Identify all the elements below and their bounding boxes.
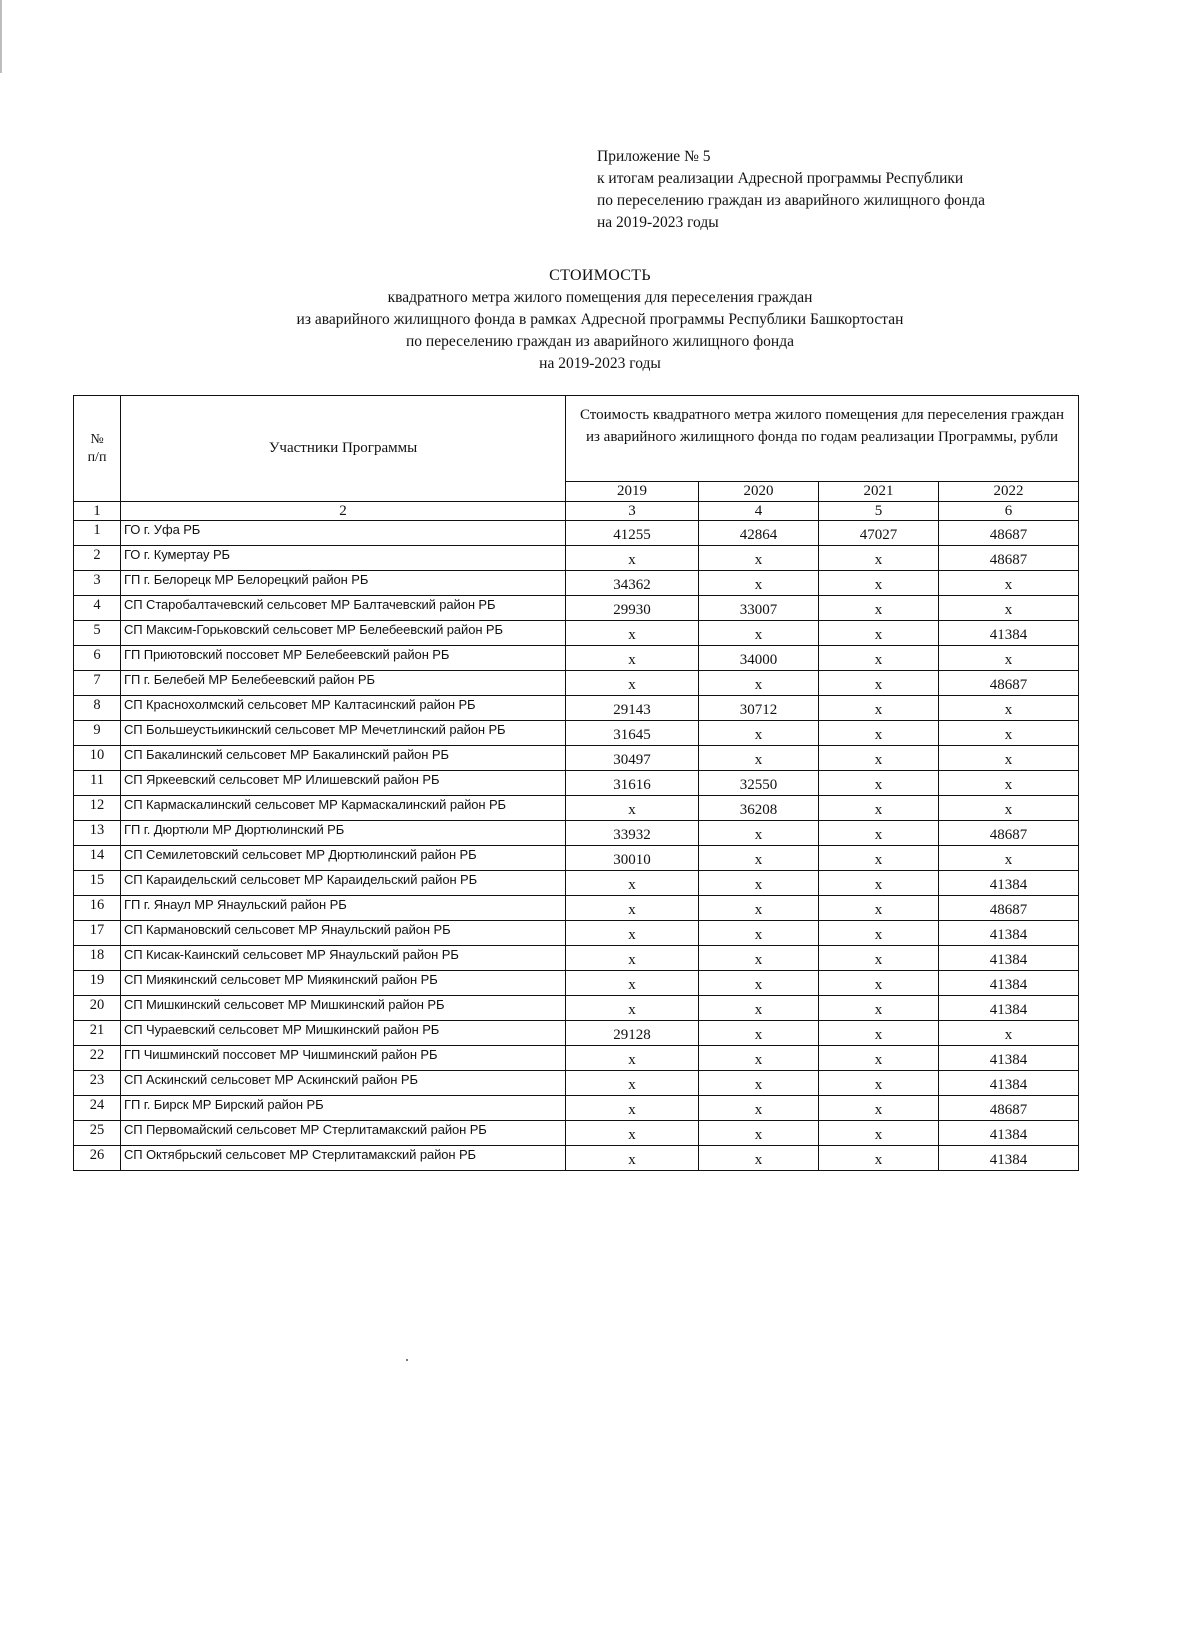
- cost-value-2022: 48687: [939, 546, 1079, 571]
- cost-value-2019: x: [566, 1146, 699, 1171]
- table-row: [74, 721, 1079, 746]
- row-number: 12: [74, 796, 121, 821]
- scan-edge-mark: [0, 0, 2, 73]
- cost-value-2022: 41384: [939, 921, 1079, 946]
- table-row: [74, 546, 1079, 571]
- cost-value-2021: x: [819, 946, 939, 971]
- cost-value-2021: x: [819, 1096, 939, 1121]
- table-row: [74, 571, 1079, 596]
- cost-value-2019: x: [566, 871, 699, 896]
- cost-value-2020: 34000: [699, 646, 819, 671]
- participant-name: СП Караидельский сельсовет МР Караидельский район РБ: [121, 871, 566, 896]
- cost-value-2021: x: [819, 896, 939, 921]
- cost-value-2022: x: [939, 696, 1079, 721]
- cost-value-2020: 33007: [699, 596, 819, 621]
- participant-name: ГП г. Белебей МР Белебеевский район РБ: [121, 671, 566, 696]
- row-number: 1: [74, 521, 121, 546]
- cost-value-2020: x: [699, 871, 819, 896]
- table-row: [74, 871, 1079, 896]
- annex-line: к итогам реализации Адресной программы Республики: [597, 170, 964, 187]
- table-row: [74, 696, 1079, 721]
- cost-value-2020: x: [699, 946, 819, 971]
- cost-value-2021: x: [819, 721, 939, 746]
- cost-value-2022: x: [939, 571, 1079, 596]
- cost-value-2020: x: [699, 621, 819, 646]
- cost-value-2022: 41384: [939, 996, 1079, 1021]
- participant-name: ГО г. Уфа РБ: [121, 521, 566, 546]
- cost-value-2022: x: [939, 1021, 1079, 1046]
- participant-name: СП Краснохолмский сельсовет МР Калтасинский район РБ: [121, 696, 566, 721]
- table-row: [74, 971, 1079, 996]
- participant-name: СП Старобалтачевский сельсовет МР Балтачевский район РБ: [121, 596, 566, 621]
- cost-value-2021: x: [819, 746, 939, 771]
- table-row: [74, 796, 1079, 821]
- cost-value-2021: x: [819, 1146, 939, 1171]
- cost-value-2021: x: [819, 846, 939, 871]
- title-main: СТОИМОСТЬ: [549, 267, 651, 284]
- cost-value-2022: 41384: [939, 1121, 1079, 1146]
- cost-value-2022: 48687: [939, 521, 1079, 546]
- participant-name: СП Миякинский сельсовет МР Миякинский район РБ: [121, 971, 566, 996]
- cost-value-2020: x: [699, 1096, 819, 1121]
- cost-value-2020: x: [699, 1121, 819, 1146]
- annex-line: по переселению граждан из аварийного жилищного фонда: [597, 192, 985, 209]
- header-number: № п/п: [74, 396, 121, 502]
- header-year-2022: 2022: [939, 482, 1079, 502]
- table-row: [74, 646, 1079, 671]
- cost-value-2019: 29930: [566, 596, 699, 621]
- table-row: [74, 1046, 1079, 1071]
- cost-value-2019: x: [566, 971, 699, 996]
- cost-value-2022: x: [939, 646, 1079, 671]
- cost-value-2019: 34362: [566, 571, 699, 596]
- row-number: 17: [74, 921, 121, 946]
- cost-value-2021: x: [819, 546, 939, 571]
- column-number: 2: [121, 502, 566, 521]
- cost-value-2019: 31616: [566, 771, 699, 796]
- row-number: 22: [74, 1046, 121, 1071]
- annex-line: Приложение № 5: [597, 148, 711, 165]
- cost-value-2020: x: [699, 971, 819, 996]
- column-numbers-row: [74, 502, 1079, 521]
- table-row: [74, 1146, 1079, 1171]
- row-number: 6: [74, 646, 121, 671]
- cost-value-2021: x: [819, 1071, 939, 1096]
- participant-name: СП Семилетовский сельсовет МР Дюртюлинский район РБ: [121, 846, 566, 871]
- annex-line: на 2019-2023 годы: [597, 214, 719, 231]
- table-row: [74, 621, 1079, 646]
- cost-value-2019: x: [566, 921, 699, 946]
- title-line: квадратного метра жилого помещения для переселения граждан: [387, 289, 813, 306]
- cost-value-2021: x: [819, 971, 939, 996]
- row-number: 7: [74, 671, 121, 696]
- cost-value-2022: 48687: [939, 821, 1079, 846]
- cost-value-2020: x: [699, 1071, 819, 1096]
- participant-name: ГП г. Бирск МР Бирский район РБ: [121, 1096, 566, 1121]
- cost-value-2020: x: [699, 746, 819, 771]
- row-number: 4: [74, 596, 121, 621]
- participant-name: СП Кармановский сельсовет МР Янаульский район РБ: [121, 921, 566, 946]
- title-line: по переселению граждан из аварийного жилищного фонда: [406, 333, 794, 350]
- cost-value-2022: 41384: [939, 871, 1079, 896]
- cost-value-2019: 30497: [566, 746, 699, 771]
- table-row: [74, 921, 1079, 946]
- table-row: [74, 771, 1079, 796]
- cost-value-2022: 41384: [939, 621, 1079, 646]
- cost-value-2021: x: [819, 596, 939, 621]
- cost-value-2021: x: [819, 821, 939, 846]
- cost-value-2022: x: [939, 596, 1079, 621]
- participant-name: СП Чураевский сельсовет МР Мишкинский район РБ: [121, 1021, 566, 1046]
- cost-value-2022: 48687: [939, 1096, 1079, 1121]
- cost-value-2020: x: [699, 821, 819, 846]
- participant-name: СП Аскинский сельсовет МР Аскинский район РБ: [121, 1071, 566, 1096]
- table-row: [74, 1071, 1079, 1096]
- cost-value-2020: x: [699, 996, 819, 1021]
- cost-value-2020: x: [699, 721, 819, 746]
- cost-value-2022: 48687: [939, 671, 1079, 696]
- row-number: 9: [74, 721, 121, 746]
- cost-value-2020: x: [699, 896, 819, 921]
- cost-value-2021: x: [819, 621, 939, 646]
- cost-value-2022: x: [939, 796, 1079, 821]
- row-number: 25: [74, 1121, 121, 1146]
- participant-name: ГП г. Дюртюли МР Дюртюлинский РБ: [121, 821, 566, 846]
- cost-value-2022: 41384: [939, 1071, 1079, 1096]
- cost-value-2021: x: [819, 771, 939, 796]
- cost-value-2021: x: [819, 796, 939, 821]
- cost-value-2022: 41384: [939, 971, 1079, 996]
- participant-name: СП Большеустьикинский сельсовет МР Мечетлинский район РБ: [121, 721, 566, 746]
- cost-value-2022: x: [939, 721, 1079, 746]
- cost-value-2022: x: [939, 846, 1079, 871]
- table-row: [74, 596, 1079, 621]
- cost-value-2020: x: [699, 671, 819, 696]
- cost-value-2019: x: [566, 1121, 699, 1146]
- row-number: 21: [74, 1021, 121, 1046]
- participant-name: ГО г. Кумертау РБ: [121, 546, 566, 571]
- header-year-2021: 2021: [819, 482, 939, 502]
- title-line: из аварийного жилищного фонда в рамках Адресной программы Республики Башкортостан: [296, 311, 904, 328]
- row-number: 14: [74, 846, 121, 871]
- cost-value-2020: x: [699, 921, 819, 946]
- row-number: 16: [74, 896, 121, 921]
- participant-name: СП Кармаскалинский сельсовет МР Кармаскалинский район РБ: [121, 796, 566, 821]
- row-number: 23: [74, 1071, 121, 1096]
- row-number: 11: [74, 771, 121, 796]
- cost-value-2022: 41384: [939, 946, 1079, 971]
- cost-value-2020: x: [699, 1021, 819, 1046]
- table-row: [74, 746, 1079, 771]
- cost-value-2021: x: [819, 921, 939, 946]
- participant-name: СП Октябрьский сельсовет МР Стерлитамакский район РБ: [121, 1146, 566, 1171]
- cost-value-2021: 47027: [819, 521, 939, 546]
- table-row: [74, 896, 1079, 921]
- cost-value-2019: 30010: [566, 846, 699, 871]
- row-number: 13: [74, 821, 121, 846]
- cost-value-2021: x: [819, 671, 939, 696]
- cost-value-2020: x: [699, 571, 819, 596]
- table-row: [74, 1121, 1079, 1146]
- cost-value-2019: x: [566, 896, 699, 921]
- column-number: 3: [566, 502, 699, 521]
- cost-value-2019: 31645: [566, 721, 699, 746]
- participant-name: ГП Приютовский поссовет МР Белебеевский район РБ: [121, 646, 566, 671]
- cost-value-2021: x: [819, 1021, 939, 1046]
- cost-value-2019: 29128: [566, 1021, 699, 1046]
- cost-value-2020: x: [699, 546, 819, 571]
- cost-value-2021: x: [819, 696, 939, 721]
- cost-value-2020: x: [699, 1146, 819, 1171]
- cost-value-2022: x: [939, 746, 1079, 771]
- header-year-2019: 2019: [566, 482, 699, 502]
- cost-value-2019: x: [566, 546, 699, 571]
- table-row: [74, 946, 1079, 971]
- participant-name: СП Яркеевский сельсовет МР Илишевский район РБ: [121, 771, 566, 796]
- cost-value-2019: 33932: [566, 821, 699, 846]
- cost-value-2021: x: [819, 871, 939, 896]
- participant-name: ГП г. Белорецк МР Белорецкий район РБ: [121, 571, 566, 596]
- participant-name: СП Мишкинский сельсовет МР Мишкинский район РБ: [121, 996, 566, 1021]
- cost-value-2019: x: [566, 1096, 699, 1121]
- cost-value-2021: x: [819, 1046, 939, 1071]
- participant-name: СП Первомайский сельсовет МР Стерлитамакский район РБ: [121, 1121, 566, 1146]
- table-row: [74, 846, 1079, 871]
- cost-value-2021: x: [819, 996, 939, 1021]
- table-row: [74, 1021, 1079, 1046]
- annex-reference: [597, 146, 985, 234]
- cost-value-2021: x: [819, 571, 939, 596]
- cost-value-2019: x: [566, 796, 699, 821]
- row-number: 20: [74, 996, 121, 1021]
- cost-value-2019: x: [566, 646, 699, 671]
- row-number: 3: [74, 571, 121, 596]
- header-participants: Участники Программы: [121, 396, 566, 502]
- column-number: 6: [939, 502, 1079, 521]
- cost-value-2020: x: [699, 1046, 819, 1071]
- row-number: 26: [74, 1146, 121, 1171]
- row-number: 15: [74, 871, 121, 896]
- participant-name: ГП Чишминский поссовет МР Чишминский район РБ: [121, 1046, 566, 1071]
- row-number: 10: [74, 746, 121, 771]
- table-row: [74, 1096, 1079, 1121]
- cost-value-2019: x: [566, 946, 699, 971]
- table-row: [74, 821, 1079, 846]
- cost-value-2019: x: [566, 996, 699, 1021]
- participant-name: СП Кисак-Каинский сельсовет МР Янаульский район РБ: [121, 946, 566, 971]
- row-number: 24: [74, 1096, 121, 1121]
- participant-name: СП Бакалинский сельсовет МР Бакалинский район РБ: [121, 746, 566, 771]
- column-number: 1: [74, 502, 121, 521]
- row-number: 2: [74, 546, 121, 571]
- column-number: 4: [699, 502, 819, 521]
- cost-value-2020: 30712: [699, 696, 819, 721]
- document-title: [200, 265, 1000, 375]
- table-row: [74, 671, 1079, 696]
- cost-value-2019: x: [566, 621, 699, 646]
- cost-table: [73, 395, 1079, 1171]
- cost-value-2019: 41255: [566, 521, 699, 546]
- participant-name: ГП г. Янаул МР Янаульский район РБ: [121, 896, 566, 921]
- cost-value-2019: x: [566, 1071, 699, 1096]
- participant-name: СП Максим-Горьковский сельсовет МР Белебеевский район РБ: [121, 621, 566, 646]
- cost-value-2022: x: [939, 771, 1079, 796]
- cost-value-2020: 32550: [699, 771, 819, 796]
- row-number: 18: [74, 946, 121, 971]
- header-year-2020: 2020: [699, 482, 819, 502]
- table-row: [74, 521, 1079, 546]
- cost-value-2021: x: [819, 1121, 939, 1146]
- cost-value-2019: x: [566, 1046, 699, 1071]
- title-line: на 2019-2023 годы: [539, 355, 661, 372]
- cost-value-2022: 41384: [939, 1146, 1079, 1171]
- row-number: 5: [74, 621, 121, 646]
- cost-value-2019: x: [566, 671, 699, 696]
- cost-value-2022: 48687: [939, 896, 1079, 921]
- row-number: 8: [74, 696, 121, 721]
- cost-value-2021: x: [819, 646, 939, 671]
- header-cost: Стоимость квадратного метра жилого помещения для переселения граждан из аварийного жилищного фонда по годам реализации Программы, рубли: [566, 396, 1079, 482]
- cost-value-2019: 29143: [566, 696, 699, 721]
- table-row: [74, 996, 1079, 1021]
- cost-value-2022: 41384: [939, 1046, 1079, 1071]
- row-number: 19: [74, 971, 121, 996]
- column-number: 5: [819, 502, 939, 521]
- cost-value-2020: 36208: [699, 796, 819, 821]
- scan-artifact-dot: [406, 1359, 408, 1361]
- cost-value-2020: x: [699, 846, 819, 871]
- cost-value-2020: 42864: [699, 521, 819, 546]
